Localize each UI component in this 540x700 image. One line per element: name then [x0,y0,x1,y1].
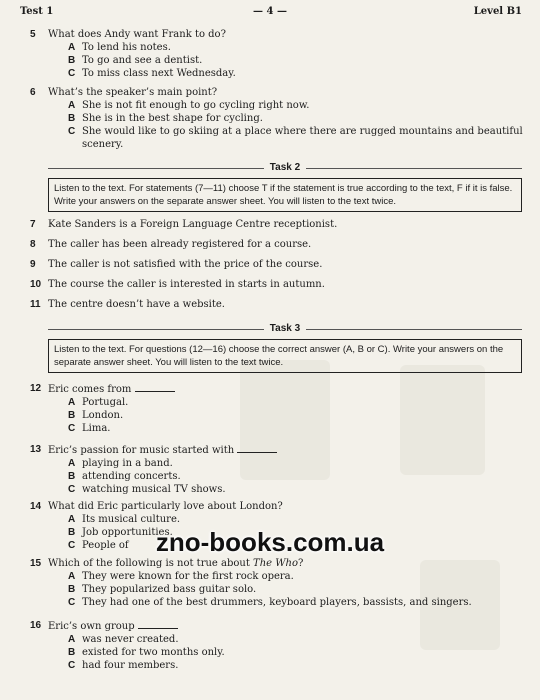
option-b [48,54,528,67]
statement-11 [30,298,518,311]
option-b [48,470,528,483]
option-c [48,422,528,435]
option-text: She would like to go skiing at a place where there are rugged mountains and beautiful scenery. [82,126,523,150]
option-letter: C [68,597,76,608]
option-text: London. [82,410,124,421]
option-letter: C [68,484,76,495]
option-c [48,659,528,672]
option-text: Portugal. [82,397,129,408]
answer-blank [237,443,277,453]
answer-blank [135,382,175,392]
statement-number: 11 [30,299,41,310]
question-number: 12 [30,383,42,394]
option-letter: C [68,68,76,79]
option-b [48,646,528,659]
task-3-title: Task 3 [264,323,306,334]
option-letter: C [68,423,76,434]
option-a [48,633,528,646]
option-text: They were known for the first rock opera. [82,571,294,582]
option-letter: A [68,571,76,582]
option-a [48,41,528,54]
question-number: 6 [30,87,36,98]
option-letter: C [68,660,76,671]
question-number: 13 [30,444,42,455]
option-letter: B [68,471,76,482]
statement-text: The centre doesn’t have a website. [48,299,225,310]
option-letter: B [68,647,76,658]
option-text: She is not fit enough to go cycling right now. [82,100,310,111]
option-a [48,99,528,112]
question-text: What’s the speaker’s main point? [48,87,218,98]
statement-10 [30,278,518,291]
option-text: had four members. [82,660,179,671]
option-b [48,583,528,596]
option-letter: C [68,540,76,551]
option-letter: A [68,514,76,525]
test-label: Test 1 [20,6,54,17]
band-name: The Who [253,558,298,569]
option-letter: B [68,113,76,124]
question-text: Eric comes from [48,384,132,395]
option-text: They popularized bass guitar solo. [82,584,257,595]
option-text: She is in the best shape for cycling. [82,113,263,124]
option-text: playing in a band. [82,458,173,469]
task-2-divider [48,162,522,174]
option-letter: A [68,100,76,111]
question-text: Eric’s own group [48,621,135,632]
option-letter: A [68,42,76,53]
task-2-title: Task 2 [264,162,306,173]
option-text: People of [82,540,129,551]
question-number: 16 [30,620,42,631]
option-letter: B [68,55,76,66]
task-2-instructions: Listen to the text. For statements (7—11) choose T if the statement is true according to the text, F if it is false. Write your answers on the separate answer sheet. You will listen to the text twice. [48,178,522,212]
question-12 [30,382,528,435]
question-text: Eric’s passion for music started with [48,445,235,456]
option-text: watching musical TV shows. [82,484,226,495]
question-text: What does Andy want Frank to do? [48,29,226,40]
option-a [48,457,528,470]
option-letter: B [68,527,76,538]
option-c [48,596,528,609]
statement-7 [30,218,518,231]
question-13 [30,443,528,496]
statement-number: 9 [30,259,36,270]
statement-number: 8 [30,239,36,250]
option-c [48,125,528,151]
option-a [48,570,528,583]
task-3-instructions: Listen to the text. For questions (12—16) choose the correct answer (A, B or C). Write your answers on the separate answer sheet. You will listen to the text twice. [48,339,522,373]
statement-text: Kate Sanders is a Foreign Language Centre receptionist. [48,219,338,230]
option-text: They had one of the best drummers, keyboard players, bassists, and singers. [82,597,472,608]
question-number: 15 [30,558,42,569]
option-letter: A [68,397,76,408]
option-text: attending concerts. [82,471,181,482]
statement-8 [30,238,518,251]
statement-number: 7 [30,219,36,230]
question-number: 5 [30,29,36,40]
option-letter: A [68,458,76,469]
option-b [48,112,528,125]
question-number: 14 [30,501,42,512]
option-c [48,483,528,496]
statement-number: 10 [30,279,42,290]
task-3-divider [48,323,522,335]
option-text: To go and see a dentist. [82,55,203,66]
question-6 [30,86,528,151]
question-text: Which of the following is not true about [48,558,254,569]
statement-text: The course the caller is interested in starts in autumn. [48,279,325,290]
question-15 [30,557,528,609]
statement-9 [30,258,518,271]
level-label: Level B1 [473,6,522,17]
question-mark: ? [298,558,304,569]
option-text: Its musical culture. [82,514,181,525]
option-text: To miss class next Wednesday. [82,68,236,79]
option-a [48,396,528,409]
answer-blank [138,619,178,629]
question-16 [30,619,528,672]
option-text: was never created. [82,634,179,645]
option-letter: C [68,126,76,137]
option-text: To lend his notes. [82,42,171,53]
option-a [48,513,528,526]
page-number: — 4 — [253,6,287,17]
page-header [0,6,540,20]
option-letter: B [68,410,76,421]
option-text: Job opportunities. [82,527,173,538]
watermark: zno-books.com.ua [155,527,385,557]
option-text: Lima. [82,423,111,434]
question-5 [30,28,528,80]
option-letter: A [68,634,76,645]
statement-text: The caller has been already registered for a course. [48,239,312,250]
option-b [48,409,528,422]
option-letter: B [68,584,76,595]
question-text: What did Eric particularly love about London? [48,501,283,512]
option-text: existed for two months only. [82,647,225,658]
option-c [48,67,528,80]
statement-text: The caller is not satisfied with the price of the course. [48,259,323,270]
